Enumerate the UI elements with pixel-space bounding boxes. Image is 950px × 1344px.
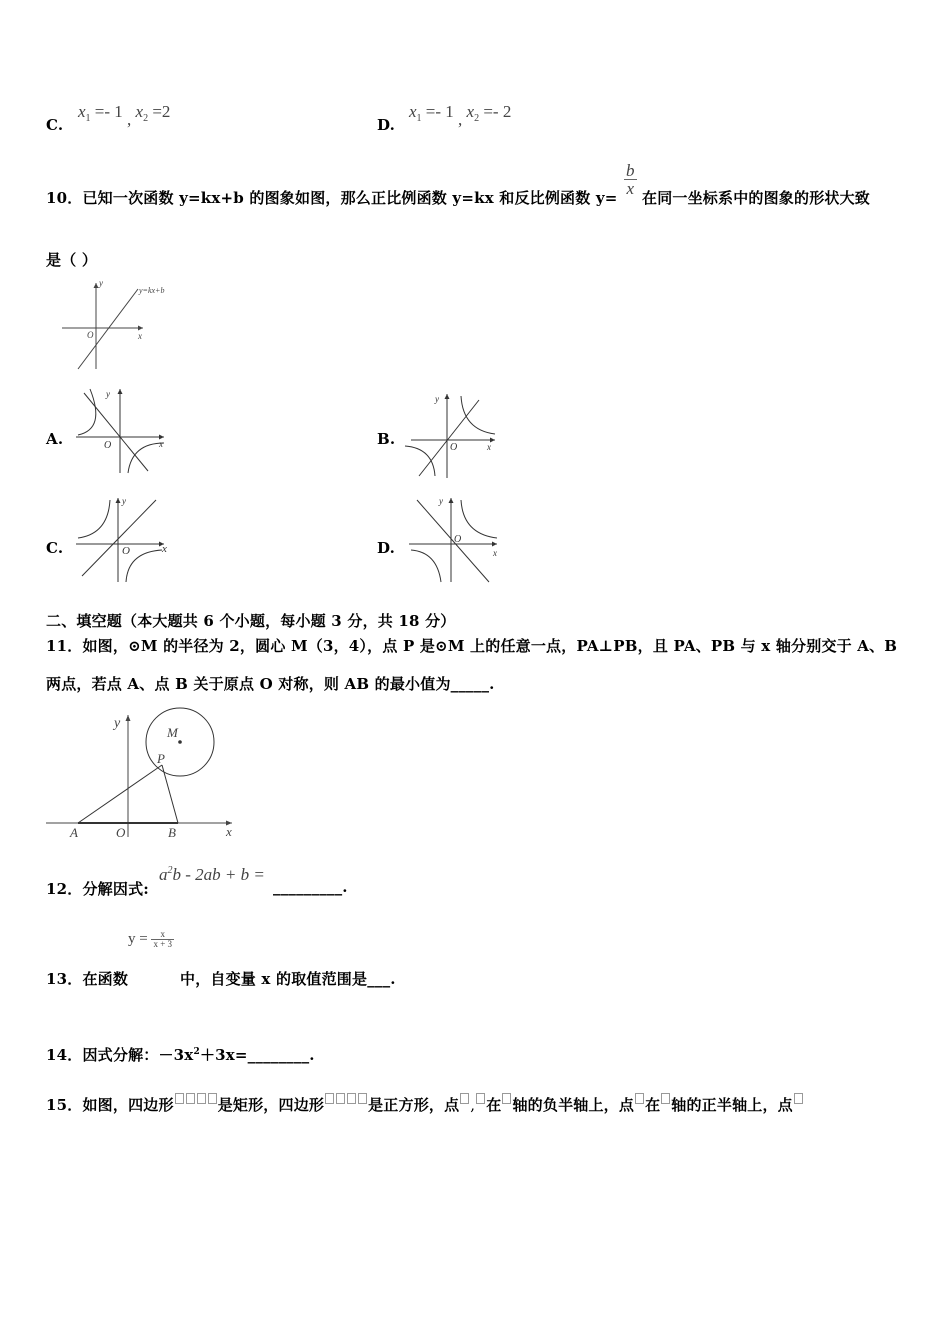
svg-text:O: O [104, 440, 112, 451]
svg-text:O: O [454, 534, 462, 545]
q14-text: 14．因式分解：$-3x^2+3x=\_\_\_\_\_\_\_\_$. [46, 1046, 315, 1064]
q10-option-a-label: A. [46, 430, 64, 448]
q10-text-line2: 是（ ） [46, 251, 98, 269]
q10-option-d-graph [403, 494, 508, 586]
q10-option-d-label: D. [377, 539, 396, 557]
q15-text: 15．如图，四边形 是矩形，四边形 是正方形，点 , 在 轴的负半轴上，点 在 轴的正半轴上，点 [46, 1093, 804, 1115]
q10-option-a-graph [72, 385, 177, 475]
q10-text-part1: 10．已知一次函数 y=kx+b 的图象如图，那么正比例函数 y=kx 和反比例函数 y= [46, 189, 618, 207]
q11-figure [42, 705, 242, 845]
q9-option-c-label: C. [46, 116, 64, 134]
svg-text:M: M [167, 725, 178, 740]
point-m [178, 740, 182, 744]
q10-given-graph [58, 277, 173, 372]
q12-blank: _________. [273, 878, 348, 896]
svg-text:x: x [162, 543, 167, 555]
q13-formula: y = $\frac{x}{x + 3}$ [128, 929, 173, 949]
svg-text:y: y [435, 394, 439, 404]
svg-text:x: x [226, 824, 232, 839]
svg-text:O: O [116, 825, 126, 840]
q10-option-c-label: C. [46, 539, 64, 557]
svg-text:y: y [106, 389, 110, 399]
q9-option-d-formula: $x_1 =- 1$ , $x_2 =- 2$ [409, 102, 512, 129]
q9-option-d-label: D. [377, 116, 396, 134]
q10-fraction: $\frac{b}{x}$ [626, 161, 635, 198]
svg-text:x: x [159, 439, 163, 449]
given-x-label: x [138, 331, 142, 341]
svg-text:x: x [493, 548, 497, 558]
q11-text-line2: 两点，若点 A、点 B 关于原点 O 对称，则 AB 的最小值为_____. [46, 675, 495, 693]
svg-text:B: B [168, 825, 176, 840]
q11-text-line1: 11．如图，⊙M 的半径为 2，圆心 M（3，4），点 P 是⊙M 上的任意一点，PA⊥PB，且 PA、PB 与 x 轴分别交于 A、B [46, 637, 898, 655]
q12-expression: $a^2b - 2ab + b$ = [159, 865, 265, 884]
svg-text:x: x [487, 442, 491, 452]
svg-text:O: O [122, 545, 130, 557]
given-y-label: y [99, 278, 103, 288]
svg-text:O: O [450, 442, 458, 453]
q13-suffix: 中，自变量 x 的取值范围是___. [180, 970, 396, 988]
q10-option-c-graph [72, 494, 177, 586]
q9-option-c-formula: $x_1 =- 1$ , $x_2 =2$ [78, 102, 171, 129]
q10-option-b-graph [403, 390, 503, 480]
given-origin: O [87, 330, 94, 340]
svg-text:y: y [439, 496, 443, 506]
q10-option-b-label: B. [377, 430, 396, 448]
svg-text:y: y [122, 496, 126, 506]
svg-text:P: P [157, 751, 165, 766]
q10-text-part2: 在同一坐标系中的图象的形状大致 [642, 189, 871, 207]
q13-prefix: 13．在函数 [46, 970, 129, 988]
section-2-heading: 二、填空题（本大题共 6 个小题，每小题 3 分，共 18 分） [46, 612, 456, 630]
q12-prefix: 12．分解因式: [46, 880, 150, 898]
given-line [78, 289, 138, 369]
given-line-label: y=kx+b [139, 286, 165, 295]
svg-text:A: A [70, 825, 78, 840]
svg-text:y: y [114, 716, 121, 731]
